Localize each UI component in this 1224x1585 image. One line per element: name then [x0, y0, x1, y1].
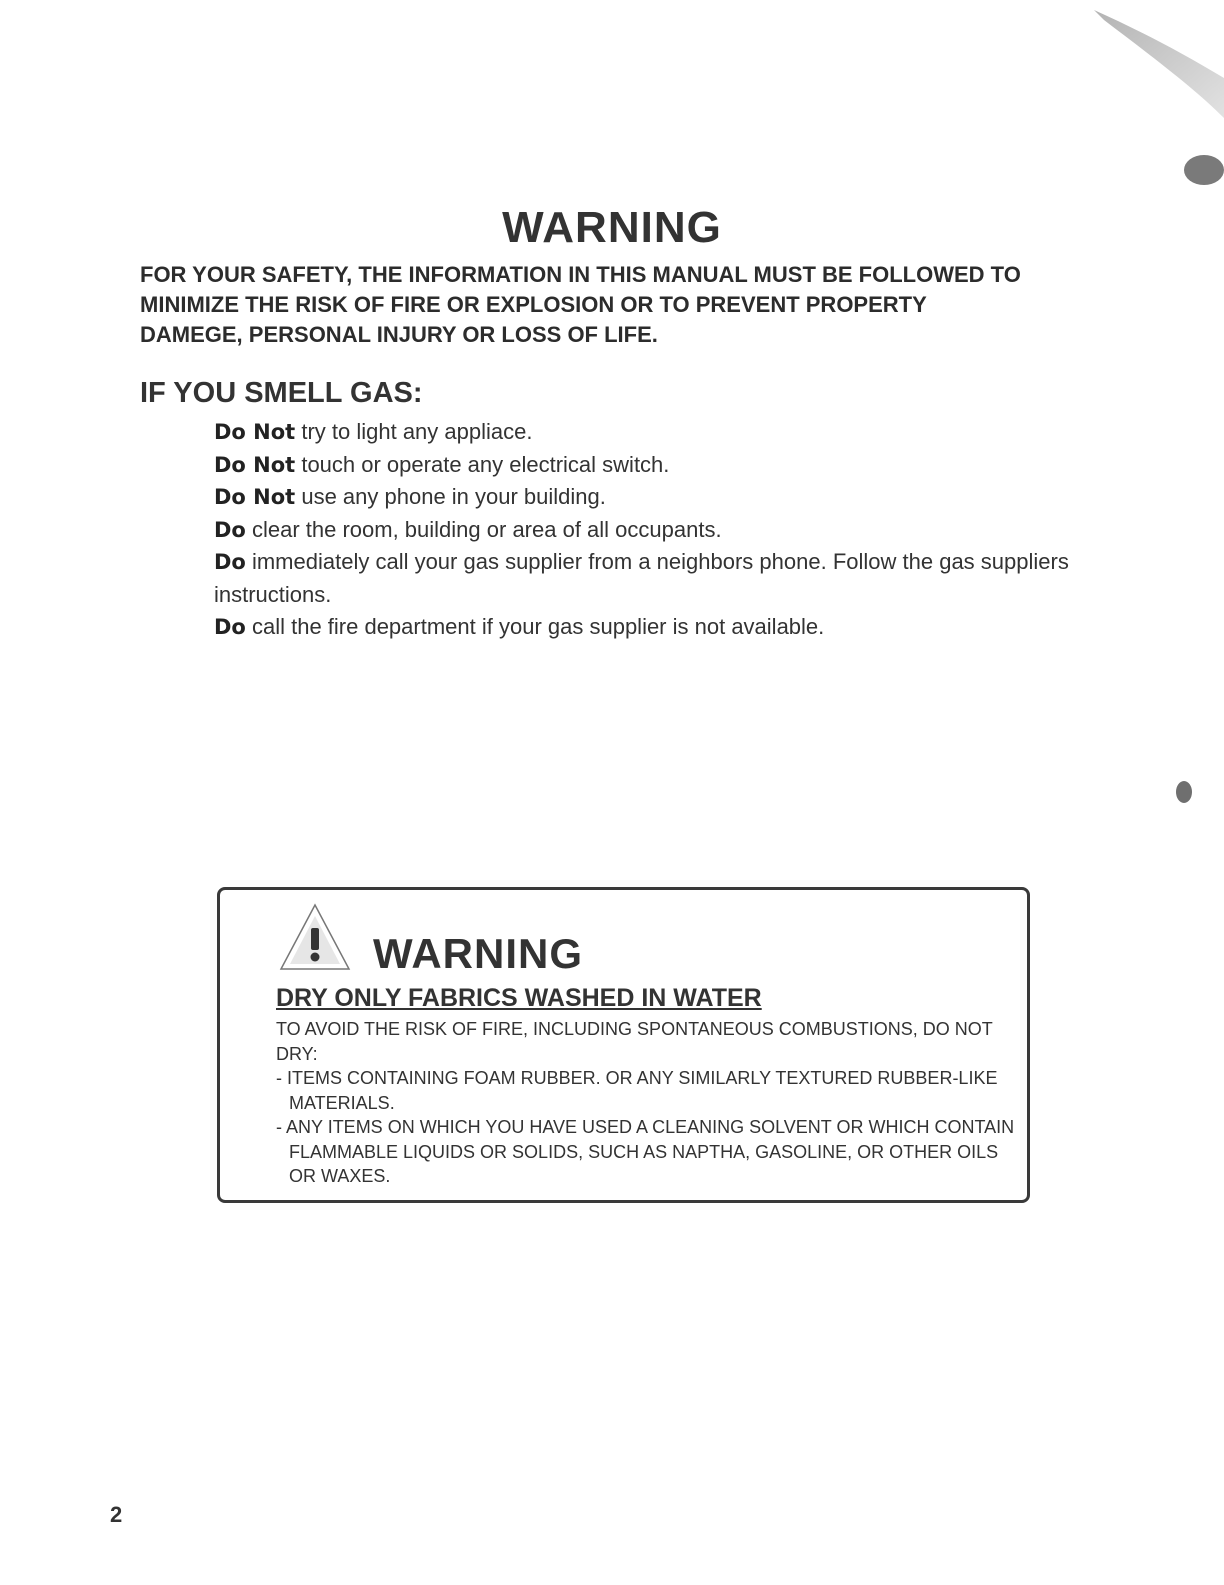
instruction-keyword: Do: [214, 517, 246, 542]
list-item: [214, 416, 1074, 449]
list-item: [214, 611, 1074, 644]
instruction-text: use any phone in your building.: [295, 484, 606, 509]
fabric-warning-box: [217, 887, 1030, 1203]
scan-shadow-artifact: [1094, 8, 1224, 118]
instruction-text: try to light any appliace.: [295, 419, 533, 444]
list-item: [214, 546, 1074, 611]
warning-box-intro: TO AVOID THE RISK OF FIRE, INCLUDING SPONTANEOUS COMBUSTIONS, DO NOT DRY:: [276, 1019, 993, 1064]
warning-box-title: WARNING: [373, 930, 583, 977]
gas-instructions-list: [214, 416, 1074, 644]
instruction-keyword: Do Not: [214, 485, 296, 509]
page-number: 2: [110, 1502, 123, 1527]
warning-box-subtitle: DRY ONLY FABRICS WASHED IN WATER: [276, 984, 762, 1012]
page-title: WARNING: [502, 203, 722, 252]
instruction-keyword: Do Not: [214, 452, 296, 477]
scan-blot-artifact: [1180, 148, 1224, 188]
warning-box-bullet: - ANY ITEMS ON WHICH YOU HAVE USED A CLEANING SOLVENT OR WHICH CONTAIN FLAMMABLE LIQUIDS OR SOLIDS, SUCH AS NAPTHA, GASOLINE, OR OTHER OILS OR WAXES.: [276, 1117, 1015, 1186]
warning-box-body: [276, 1017, 1016, 1189]
instruction-text: touch or operate any electrical switch.: [295, 451, 670, 477]
list-item: [214, 481, 1074, 514]
list-item: [214, 514, 1074, 547]
instruction-text: call the fire department if your gas supplier is not available.: [245, 614, 825, 639]
scan-blot-artifact: [1174, 780, 1196, 808]
gas-section-heading: IF YOU SMELL GAS:: [140, 377, 423, 409]
instruction-keyword: Do: [214, 550, 246, 574]
warning-triangle-icon: [278, 902, 352, 972]
safety-statement: FOR YOUR SAFETY, THE INFORMATION IN THIS MANUAL MUST BE FOLLOWED TO MINIMIZE THE RISK OF FIRE OR EXPLOSION OR TO PREVENT PROPERTY DAMEGE, PERSONAL INJURY OR LOSS OF LIFE.: [140, 262, 1021, 347]
instruction-text: immediately call your gas supplier from a neighbors phone. Follow the gas suppliers instructions.: [214, 549, 1069, 607]
instruction-keyword: Do Not: [214, 420, 296, 444]
instruction-keyword: Do: [214, 615, 246, 639]
list-item: [214, 449, 1074, 482]
instruction-text: clear the room, building or area of all occupants.: [245, 516, 722, 542]
warning-box-bullet: - ITEMS CONTAINING FOAM RUBBER. OR ANY SIMILARLY TEXTURED RUBBER-LIKE MATERIALS.: [276, 1068, 998, 1113]
